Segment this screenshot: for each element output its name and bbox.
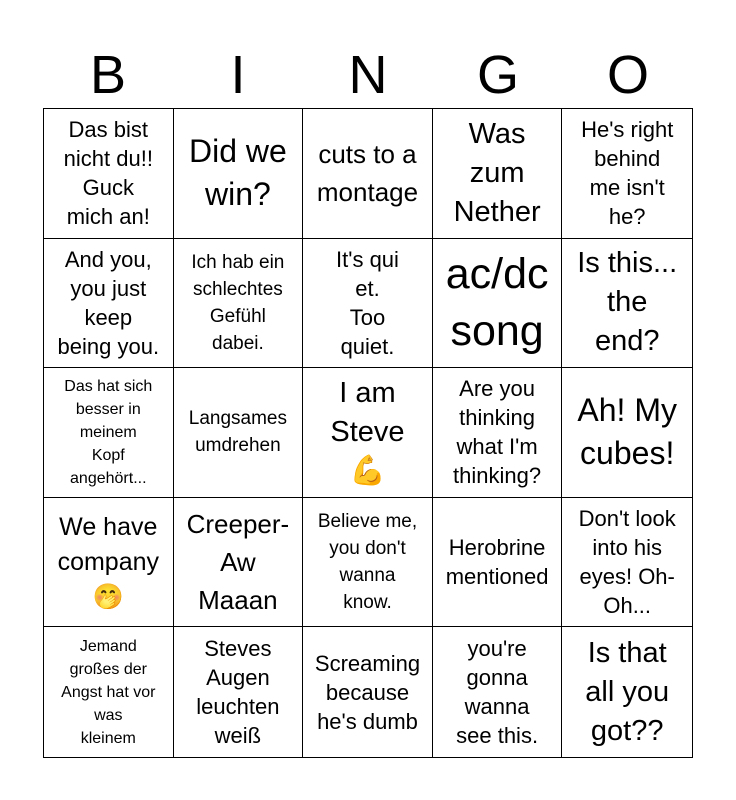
bingo-cell-g3[interactable] [433,368,563,498]
bingo-cell-n1[interactable] [303,109,433,239]
bingo-cell-b2[interactable] [44,239,174,369]
cell-text: He's right behind me isn't he? [581,117,674,230]
cell-text: Ich hab ein schlechtes Gefühl dabei. [191,251,285,354]
bingo-grid [43,108,693,758]
cell-text: Did we win? [188,133,287,213]
bingo-cell-o4[interactable] [562,498,692,628]
bingo-cell-n5[interactable] [303,627,433,757]
cell-text: Steves Augen leuchten weiß [196,636,280,749]
bingo-cell-n2[interactable] [303,239,433,369]
header-letter-n: N [348,45,388,105]
cell-text: Is this... the end? [577,247,678,358]
bingo-cell-i3[interactable] [174,368,304,498]
cell-text: Das hat sich besser in meinem Kopf angehört... [64,377,153,487]
cell-text: I am Steve 💪 [330,376,405,487]
bingo-cell-n3[interactable] [303,368,433,498]
cell-text: cuts to a montage [316,139,419,208]
bingo-header [43,42,693,108]
header-letter-i: I [230,45,246,105]
cell-text: Creeper- Aw Maaan [186,509,290,616]
bingo-cell-o2[interactable] [562,239,692,369]
bingo-cell-o1[interactable] [562,109,692,239]
header-letter-g: G [476,45,519,105]
bingo-cell-b4[interactable] [44,498,174,628]
cell-text: It's qui et. Too quiet. [336,246,399,359]
bingo-cell-o5[interactable] [562,627,692,757]
bingo-cell-o3[interactable] [562,368,692,498]
cell-text: Are you thinking what I'm thinking? [453,376,542,489]
bingo-cell-b5[interactable] [44,627,174,757]
cell-text: Langsames umdrehen [188,408,287,457]
cell-text: Is that all you got?? [585,636,670,747]
bingo-cell-i4[interactable] [174,498,304,628]
cell-text: ac/dc song [445,249,549,355]
cell-text: you're gonna wanna see this. [456,636,539,749]
bingo-cell-b3[interactable] [44,368,174,498]
bingo-cell-b1[interactable] [44,109,174,239]
cell-text: And you, you just keep being you. [57,246,160,359]
bingo-cell-i5[interactable] [174,627,304,757]
bingo-cell-i2[interactable] [174,239,304,369]
header-letter-b: B [89,45,127,105]
cell-text: Don't look into his eyes! Oh- Oh... [578,506,676,619]
bingo-cell-g2[interactable] [433,239,563,369]
header-letter-o: O [606,45,649,105]
cell-text: Ah! My cubes! [577,392,677,472]
cell-text: Was zum Nether [453,117,541,228]
bingo-cell-g1[interactable] [433,109,563,239]
cell-text: Believe me, you don't wanna know. [317,511,418,614]
cell-text: Das bist nicht du!! Guck mich an! [63,117,153,230]
cell-text: Screaming because he's dumb [314,650,421,734]
cell-text: Jemand großes der Angst hat vor was kleinem [61,637,156,747]
bingo-cell-g5[interactable] [433,627,563,757]
cell-text: We have company 🤭 [57,512,160,611]
bingo-cell-n4[interactable] [303,498,433,628]
bingo-cell-g4[interactable] [433,498,563,628]
cell-text: Herobrine mentioned [445,535,549,590]
bingo-cell-i1[interactable] [174,109,304,239]
